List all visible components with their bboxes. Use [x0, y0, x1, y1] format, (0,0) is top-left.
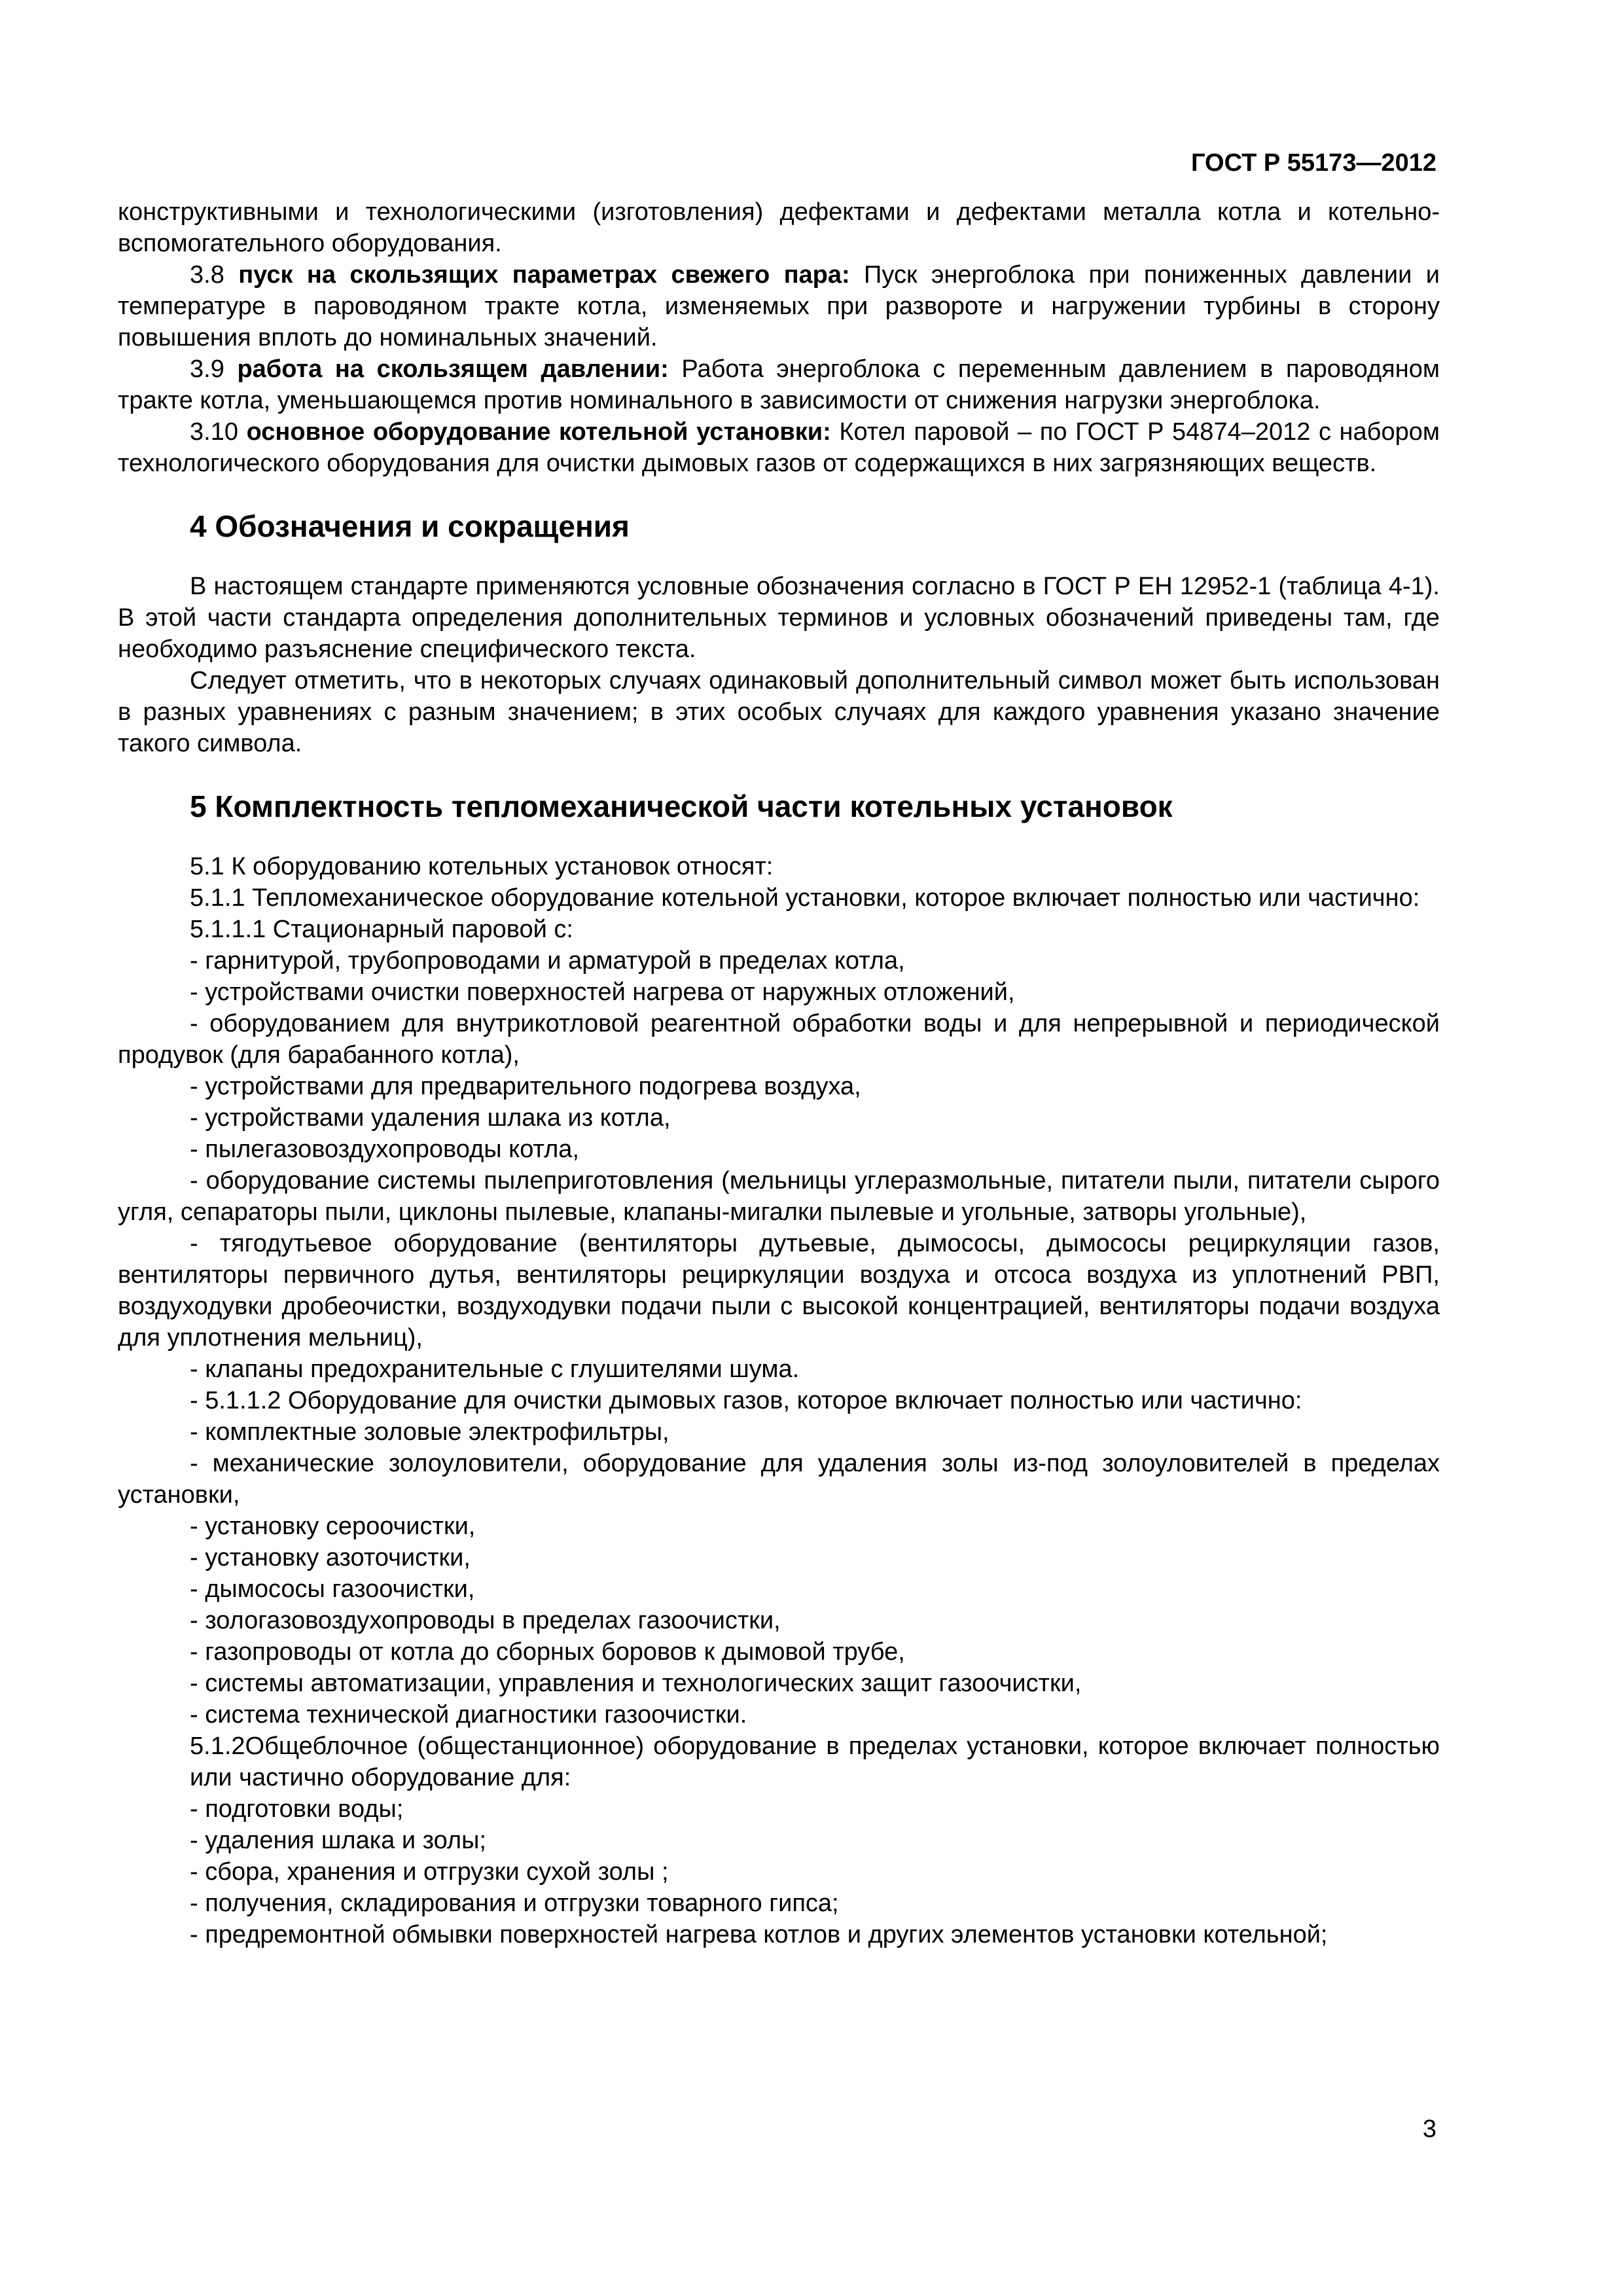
- section-heading-4: 4 Обозначения и сокращения: [190, 509, 630, 543]
- clause-3-9: [118, 353, 1440, 416]
- paragraph-4-1: В настоящем стандарте применяются условные обозначения согласно в ГОСТ Р ЕН 12952-1 (таблица 4-1). В этой части стандарта определения дополнительных терминов и условных обозначений приведены там, где необходимо разъяснение специфического текста.: [118, 573, 1440, 663]
- list-item: - клапаны предохранительные с глушителями шума.: [190, 1355, 800, 1383]
- list-item: - оборудованием для внутрикотловой реагентной обработки воды и для непрерывной и периодической продувок (для барабанного котла),: [118, 1010, 1440, 1069]
- clause-number: 3.9: [190, 355, 238, 383]
- list-item: - сбора, хранения и отгрузки сухой золы ;: [190, 1858, 669, 1886]
- list-item: - устройствами очистки поверхностей нагрева от наружных отложений,: [190, 978, 1015, 1006]
- list-item: - установку азоточистки,: [190, 1544, 471, 1571]
- term-bold: работа на скользящем давлении:: [237, 355, 669, 383]
- term-bold: основное оборудование котельной установки:: [246, 418, 831, 446]
- list-item: - пылегазовоздухопроводы котла,: [190, 1136, 579, 1163]
- clause-5-1: 5.1 К оборудованию котельных установок относят:: [190, 853, 774, 880]
- clause-5-1-2: 5.1.2Общеблочное (общестанционное) оборудование в пределах установки, которое включает полностью или частично оборудование для:: [190, 1732, 1440, 1791]
- list-item: - установку сероочистки,: [190, 1513, 476, 1540]
- list-item: - зологазовоздухопроводы в пределах газоочистки,: [190, 1607, 781, 1634]
- list-item: - дымососы газоочистки,: [190, 1575, 475, 1603]
- list-item: - 5.1.1.2 Оборудование для очистки дымовых газов, которое включает полностью или частично:: [190, 1387, 1302, 1414]
- clause-number: 3.8: [190, 261, 239, 289]
- page-number: 3: [1422, 2115, 1436, 2143]
- list-item: - получения, складирования и отгрузки товарного гипса;: [190, 1890, 839, 1917]
- clause-number: 3.10: [190, 418, 247, 446]
- section-heading-5: 5 Комплектность тепломеханической части котельных установок: [190, 789, 1173, 823]
- list-item: - оборудование системы пылеприготовления (мельницы углеразмольные, питатели пыли, питатели сырого угля, сепараторы пыли, циклоны пылевые, клапаны-мигалки пылевые и угольные, затворы угольные),: [118, 1167, 1440, 1226]
- list-item: - устройствами для предварительного подогрева воздуха,: [190, 1073, 861, 1100]
- paragraph-continuation: конструктивными и технологическими (изготовления) дефектами и дефектами металла котла и котельно-вспомогательного оборудования.: [118, 198, 1440, 257]
- list-item: - механические золоуловители, оборудование для удаления золы из-под золоуловителей в пределах установки,: [118, 1450, 1440, 1509]
- list-item: - удаления шлака и золы;: [190, 1827, 486, 1854]
- clause-3-8: [118, 259, 1440, 353]
- list-item: - тягодутьевое оборудование (вентиляторы дутьевые, дымососы, дымососы рециркуляции газов, вентиляторы первичного дутья, вентиляторы рециркуляции воздуха и отсоса воздуха из уплотнений РВП, воздуходувки дробеочистки, воздуходувки подачи пыли с высокой концентрацией, вентиляторы подачи воздуха для уплотнения мельниц),: [118, 1230, 1440, 1352]
- list-item: - газопроводы от котла до сборных боровов к дымовой трубе,: [190, 1638, 905, 1666]
- list-item: - системы автоматизации, управления и технологических защит газоочистки,: [190, 1670, 1082, 1697]
- definition-text: Работа энергоблока с переменным давлением в пароводяном тракте котла, уменьшающемся против номинального в зависимости от снижения нагрузки энергоблока.: [118, 355, 1440, 414]
- list-item: - подготовки воды;: [190, 1795, 404, 1823]
- list-item: - комплектные золовые электрофильтры,: [190, 1418, 669, 1446]
- list-item: - предремонтной обмывки поверхностей нагрева котлов и других элементов установки котельной;: [190, 1921, 1328, 1948]
- list-item: - устройствами удаления шлака из котла,: [190, 1104, 671, 1132]
- term-bold: пуск на скользящих параметрах свежего пара:: [238, 261, 850, 289]
- page-content: [118, 196, 1440, 1950]
- clause-5-1-1-1: 5.1.1.1 Стационарный паровой с:: [190, 916, 573, 943]
- document-code-header: ГОСТ Р 55173—2012: [1191, 149, 1436, 177]
- clause-5-1-1: 5.1.1 Тепломеханическое оборудование котельной установки, которое включает полностью или частично:: [190, 884, 1420, 912]
- clause-3-10: [118, 416, 1440, 479]
- definition-text: Котел паровой – по ГОСТ Р 54874–2012 с набором технологического оборудования для очистки дымовых газов от содержащихся в них загрязняющих веществ.: [118, 418, 1440, 477]
- list-item: - система технической диагностики газоочистки.: [190, 1701, 747, 1729]
- list-item: - гарнитурой, трубопроводами и арматурой в пределах котла,: [190, 947, 905, 975]
- paragraph-4-2: Следует отметить, что в некоторых случаях одинаковый дополнительный символ может быть использован в разных уравнениях с разным значением; в этих особых случаях для каждого уравнения указано значение такого символа.: [118, 667, 1440, 757]
- definition-text: Пуск энергоблока при пониженных давлении и температуре в пароводяном тракте котла, изменяемых при развороте и нагружении турбины в сторону повышения вплоть до номинальных значений.: [118, 261, 1440, 351]
